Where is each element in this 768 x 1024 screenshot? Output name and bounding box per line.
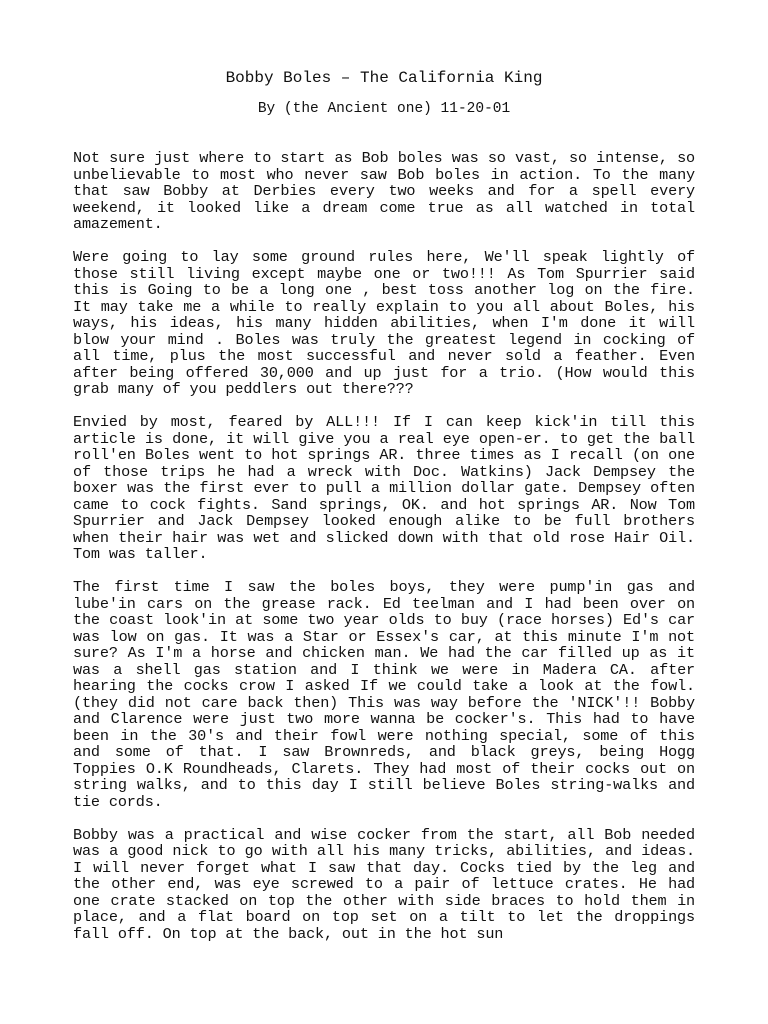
document-title: Bobby Boles – The California King [225,69,543,87]
paragraph-5: Bobby was a practical and wise cocker from the start, all Bob needed was a good nick to go with all his many tricks, abilities, and ideas. I will never forget what I saw that day. Cocks tied by the leg and the other end, was eye screwed to a pair of lettuce crates. He had one crate stacked on top the other with side braces to hold them in place, and a flat board on top set on a tilt to let the droppings fall off. On top at the back, out in the hot sun [73,825,695,943]
document-body [73,150,695,959]
paragraph-4: The first time I saw the boles boys, they were pump'in gas and lube'in cars on the grease rack. Ed teelman and I had been over on the coast look'in at some two year olds to buy (race horses) Ed's car was low on gas. It was a Star or Essex's car, at this minute I'm not sure? As I'm a horse and chicken man. We had the car filled up as it was a shell gas station and I think we were in Madera CA. after hearing the cocks crow I asked If we could take a look at the fowl. (they did not care back then) This was way before the 'NICK'!! Bobby and Clarence were just two more wanna be cocker's. This had to have been in the 30's and their fowl were nothing special, some of this and some of that. I saw Brownreds, and black greys, being Hogg Toppies O.K Roundheads, Clarets. They had most of their cocks out on string walks, and to this day I still believe Boles string-walks and tie cords. [73,578,695,811]
document-byline: By (the Ancient one) 11-20-01 [257,101,511,117]
paragraph-2: Were going to lay some ground rules here, We'll speak lightly of those still living except maybe one or two!!! As Tom Spurrier said this is Going to be a long one , best toss another log on the fire. It may take me a while to really explain to you all about Boles, his ways, his ideas, his many hidden abilities, when I'm done it will blow your mind . Boles was truly the greatest legend in cocking of all time, plus the most successful and never sold a feather. Even after being offered 30,000 and up just for a trio. (How would this grab many of you peddlers out there??? [73,248,695,398]
paragraph-3: Envied by most, feared by ALL!!! If I can keep kick'in till this article is done, it will give you a real eye open-er. to get the ball roll'en Boles went to hot springs AR. three times as I recall (on one of those trips he had a wreck with Doc. Watkins) Jack Dempsey the boxer was the first ever to pull a million dollar gate. Dempsey often came to cock fights. Sand springs, OK. and hot springs AR. Now Tom Spurrier and Jack Dempsey looked enough alike to be full brothers when their hair was wet and slicked down with that old rose Hair Oil. Tom was taller. [73,413,695,563]
paragraph-1: Not sure just where to start as Bob boles was so vast, so intense, so unbelievable to most who never saw Bob boles in action. To the many that saw Bobby at Derbies every two weeks and for a spell every weekend, it looked like a dream come true as all watched in total amazement. [73,149,695,233]
